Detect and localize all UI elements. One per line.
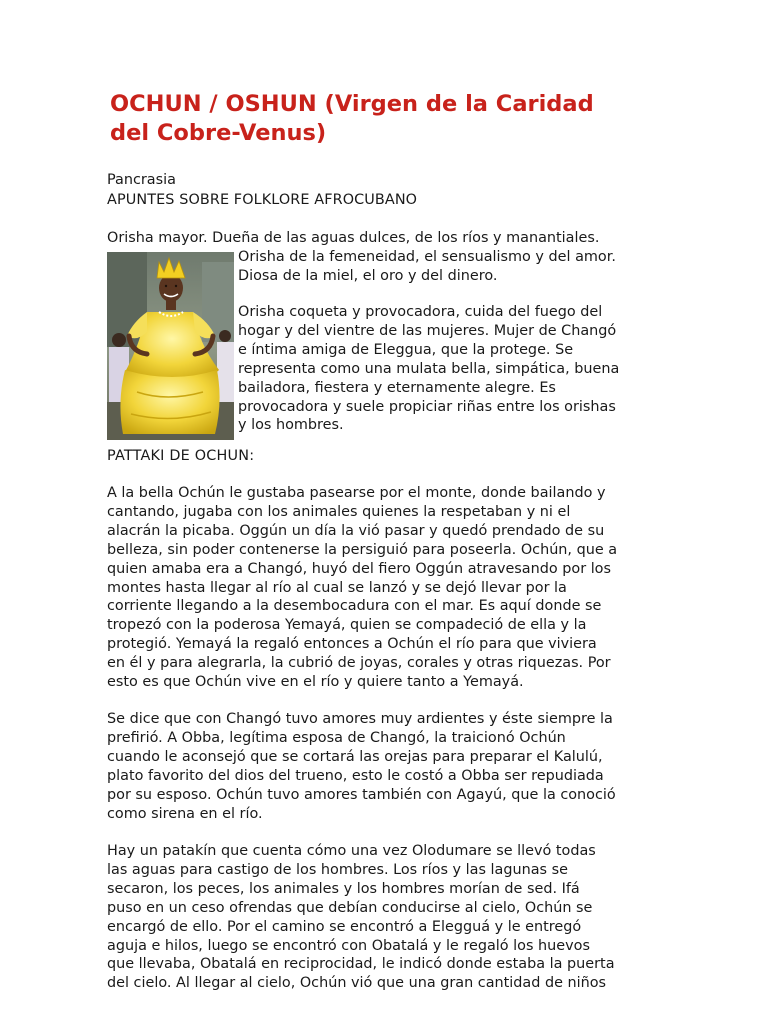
ochun-dancer-photo [107, 252, 234, 440]
body-paragraph-line: plato favorito del dios del trueno, esto le costó a Obba ser repudiada [107, 767, 604, 784]
body-paragraph-line: alacrán la picaba. Oggún un día la vió pasar y quedó prendado de su [107, 522, 605, 539]
body-paragraph-line: Hay un patakín que cuenta cómo una vez Olodumare se llevó todas [107, 843, 596, 859]
wrap-paragraph-2 [238, 303, 619, 435]
wrap-paragraph-2-line: y los hombres. [238, 417, 344, 434]
section-heading: PATTAKI DE OCHUN: [107, 448, 255, 464]
document-title [110, 90, 670, 148]
title-line-2: del Cobre-Venus) [110, 120, 327, 146]
body-paragraph-line: esto es que Ochún vive en el río y quiere tanto a Yemayá. [107, 674, 524, 691]
wrap-paragraph-1-line: Orisha de la femeneidad, el sensualismo y del amor. [238, 249, 616, 265]
body-paragraph-line: como sirena en el río. [107, 805, 263, 822]
body-paragraph-line: puso en un ceso ofrendas que debían conducirse al cielo, Ochún se [107, 899, 593, 916]
body-paragraph-line: A la bella Ochún le gustaba pasearse por el monte, donde bailando y [107, 485, 606, 501]
body-paragraph-line: quien amaba era a Changó, huyó del fiero Oggún atravesando por los [107, 560, 611, 577]
wrap-paragraph-2-line: Orisha coqueta y provocadora, cuida del fuego del [238, 304, 603, 320]
wrap-paragraph-2-line: bailadora, fiestera y eternamente alegre. Es [238, 379, 556, 396]
body-paragraph-line: Se dice que con Changó tuvo amores muy ardientes y éste siempre la [107, 711, 613, 727]
body-paragraph-line: del cielo. Al llegar al cielo, Ochún vió que una gran cantidad de niños [107, 975, 607, 992]
body-paragraph-line: secaron, los peces, los animales y los hombres morían de sed. Ifá [107, 880, 580, 897]
body-paragraph-2 [107, 710, 616, 823]
document-subtitle: APUNTES SOBRE FOLKLORE AFROCUBANO [107, 192, 418, 208]
body-paragraph-line: prefirió. A Obba, legítima esposa de Changó, la traicionó Ochún [107, 729, 566, 746]
wrap-paragraph-2-line: provocadora y suele propiciar riñas entre los orishas [238, 398, 616, 415]
body-paragraph-line: aguja e hilos, luego se encontró con Obatalá y le regaló los huevos [107, 937, 590, 954]
body-paragraph-line: encargó de ello. Por el camino se encontró a Elegguá y le entregó [107, 918, 582, 935]
body-paragraph-line: cuando le aconsejó que se cortará las orejas para preparar el Kalulú, [107, 748, 603, 765]
title-line-1: OCHUN / OSHUN (Virgen de la Caridad [110, 91, 594, 117]
wrap-paragraph-1 [238, 248, 616, 286]
body-paragraph-line: montes hasta llegar al río al cual se lanzó y se dejó llevar por la [107, 579, 567, 596]
body-paragraph-line: corriente llegando a la desembocadura con el mar. Es aquí donde se [107, 598, 602, 615]
body-paragraph-1 [107, 484, 617, 692]
author-name: Pancrasia [107, 172, 176, 188]
wrap-paragraph-2-line: representa como una mulata bella, simpática, buena [238, 360, 620, 377]
body-paragraph-line: cantando, jugaba con los animales quienes la respetaban y ni el [107, 503, 571, 520]
body-paragraph-line: las aguas para castigo de los hombres. Los ríos y las lagunas se [107, 861, 568, 878]
body-paragraph-line: que llevaba, Obatalá en reciprocidad, le indicó donde estaba la puerta [107, 956, 615, 973]
wrap-paragraph-1-line: Diosa de la miel, el oro y del dinero. [238, 267, 498, 284]
body-paragraph-line: en él y para alegrarla, la cubrió de joyas, corales y otras riquezas. Por [107, 655, 611, 672]
intro-lead-line: Orisha mayor. Dueña de las aguas dulces, de los ríos y manantiales. [107, 230, 600, 246]
body-paragraph-line: protegió. Yemayá la regaló entonces a Ochún el río para que viviera [107, 636, 597, 653]
body-paragraph-line: por su esposo. Ochún tuvo amores también con Agayú, que la conoció [107, 786, 616, 803]
wrap-paragraph-2-line: e íntima amiga de Eleggua, que la protege. Se [238, 341, 574, 358]
wrap-paragraph-2-line: hogar y del vientre de las mujeres. Mujer de Changó [238, 322, 617, 339]
body-paragraph-line: tropezó con la poderosa Yemayá, quien se compadeció de ella y la [107, 617, 587, 634]
body-paragraph-3 [107, 842, 615, 993]
body-paragraph-line: belleza, sin poder contenerse la persiguió para poseerla. Ochún, que a [107, 541, 618, 558]
ochun-dancer-illustration [107, 252, 234, 440]
